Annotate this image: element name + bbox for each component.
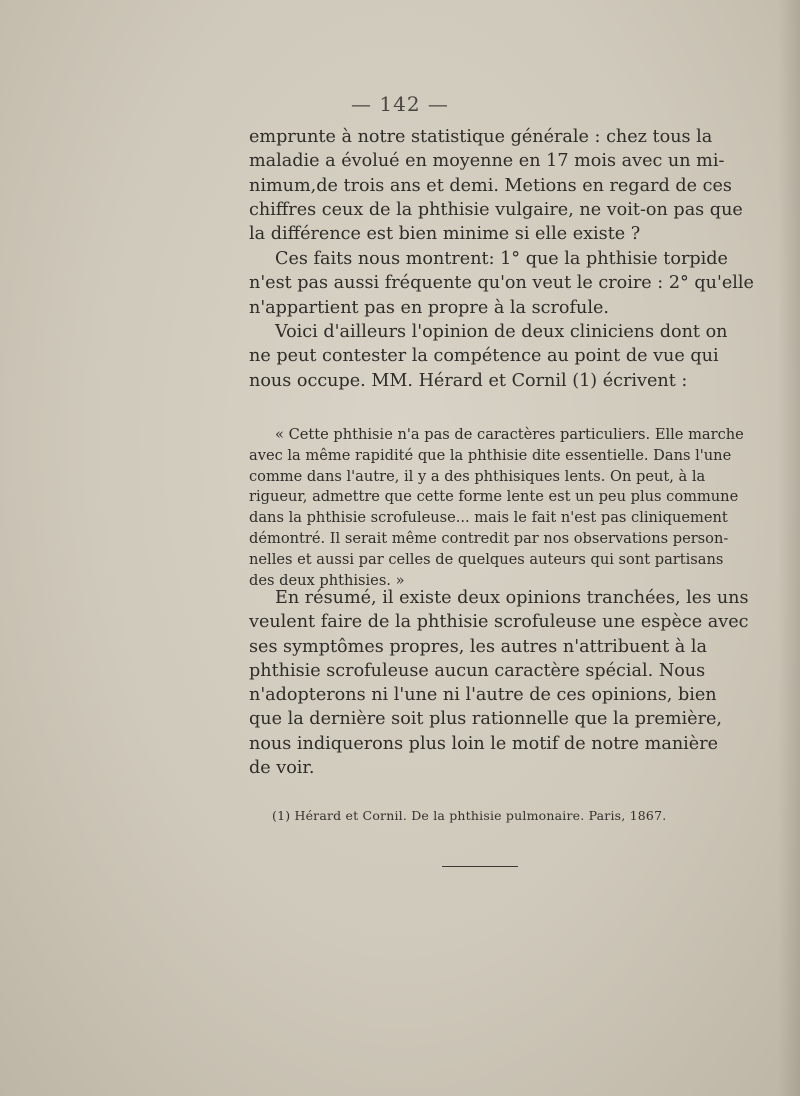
text-line: En résumé, il existe deux opinions tranchées, les uns — [275, 588, 749, 608]
text-line: n'est pas aussi fréquente qu'on veut le croire : 2° qu'elle — [249, 273, 754, 294]
quote-line: dans la phthisie scrofuleuse... mais le fait n'est pas cliniquement — [249, 509, 728, 527]
text-line: de voir. — [249, 758, 315, 779]
text-line: veulent faire de la phthisie scrofuleuse une espèce avec — [249, 612, 749, 633]
text-line: nimum,de trois ans et demi. Metions en regard de ces — [249, 175, 732, 196]
paragraph-2 — [249, 247, 754, 320]
paragraph-1 — [249, 125, 743, 246]
text-line: ses symptômes propres, les autres n'attribuent à la — [249, 636, 707, 657]
page-number: — 142 — — [351, 92, 449, 116]
text-line: emprunte à notre statistique générale : chez tous la — [249, 127, 713, 147]
text-line: que la dernière soit plus rationnelle que la première, — [249, 709, 722, 730]
quotation-block — [249, 425, 744, 591]
quote-line: nelles et aussi par celles de quelques auteurs qui sont partisans — [249, 550, 724, 568]
paragraph-3 — [249, 320, 728, 393]
text-line: Ces faits nous montrent: 1° que la phthisie torpide — [275, 249, 728, 269]
text-line: phthisie scrofuleuse aucun caractère spécial. Nous — [249, 660, 706, 681]
end-rule — [442, 866, 518, 867]
text-line: ne peut contester la compétence au point de vue qui — [249, 346, 719, 367]
text-line: la différence est bien minime si elle existe ? — [249, 224, 641, 245]
footnote-text: (1) Hérard et Cornil. De la phthisie pulmonaire. Paris, 1867. — [272, 808, 667, 823]
text-line: n'appartient pas en propre à la scrofule. — [249, 297, 609, 318]
quote-line: comme dans l'autre, il y a des phthisiques lents. On peut, à la — [249, 467, 706, 485]
page-spine-shadow — [778, 0, 800, 1096]
text-line: nous indiquerons plus loin le motif de notre manière — [249, 733, 719, 754]
quote-line: avec la même rapidité que la phthisie dite essentielle. Dans l'une — [249, 446, 732, 464]
quote-line: rigueur, admettre que cette forme lente est un peu plus commune — [249, 488, 739, 506]
text-line: nous occupe. MM. Hérard et Cornil (1) écrivent : — [249, 370, 688, 391]
footnote — [272, 808, 712, 823]
paragraph-4 — [249, 586, 749, 780]
text-line: Voici d'ailleurs l'opinion de deux cliniciens dont on — [275, 322, 728, 342]
quote-line: des deux phthisies. » — [249, 571, 405, 589]
quote-line: « Cette phthisie n'a pas de caractères particuliers. Elle marche — [275, 426, 744, 443]
text-line: maladie a évolué en moyenne en 17 mois avec un mi- — [249, 151, 725, 172]
quote-line: démontré. Il serait même contredit par nos observations person- — [249, 529, 729, 547]
text-line: chiffres ceux de la phthisie vulgaire, ne voit-on pas que — [249, 199, 743, 220]
text-line: n'adopterons ni l'une ni l'autre de ces opinions, bien — [249, 685, 717, 706]
